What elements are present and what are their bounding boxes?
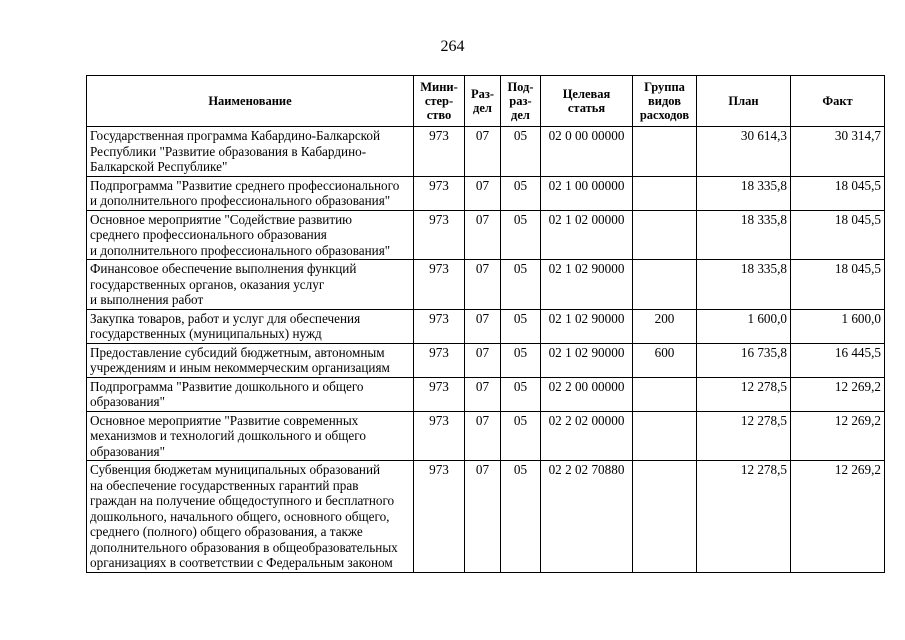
cell-name-line: учреждениям и иным некоммерческим организациям bbox=[90, 360, 390, 375]
cell-target: 02 1 02 90000 bbox=[541, 260, 633, 310]
cell-section: 07 bbox=[465, 377, 501, 411]
cell-plan: 12 278,5 bbox=[697, 377, 791, 411]
cell-subsection: 05 bbox=[501, 210, 541, 260]
cell-name bbox=[87, 176, 414, 210]
cell-subsection: 05 bbox=[501, 377, 541, 411]
cell-subsection: 05 bbox=[501, 411, 541, 461]
cell-name-line: организациях в соответствии с Федеральным законом bbox=[90, 555, 393, 570]
cell-section: 07 bbox=[465, 210, 501, 260]
cell-ministry: 973 bbox=[414, 411, 465, 461]
cell-section: 07 bbox=[465, 411, 501, 461]
cell-target: 02 1 02 90000 bbox=[541, 343, 633, 377]
cell-name-line: Основное мероприятие "Содействие развитию bbox=[90, 211, 353, 227]
cell-section: 07 bbox=[465, 461, 501, 573]
cell-plan: 18 335,8 bbox=[697, 260, 791, 310]
table-row bbox=[87, 127, 885, 177]
cell-group bbox=[633, 210, 697, 260]
header-plan: План bbox=[697, 76, 791, 127]
cell-ministry: 973 bbox=[414, 176, 465, 210]
table-row bbox=[87, 176, 885, 210]
cell-plan: 30 614,3 bbox=[697, 127, 791, 177]
cell-name-line: Закупка товаров, работ и услуг для обеспечения bbox=[90, 310, 361, 326]
cell-name bbox=[87, 411, 414, 461]
cell-section: 07 bbox=[465, 343, 501, 377]
cell-group bbox=[633, 461, 697, 573]
cell-name bbox=[87, 461, 414, 573]
table-row bbox=[87, 260, 885, 310]
header-name: Наименование bbox=[87, 76, 414, 127]
cell-target: 02 1 02 00000 bbox=[541, 210, 633, 260]
cell-name-line: государственных (муниципальных) нужд bbox=[90, 326, 322, 341]
table-row bbox=[87, 210, 885, 260]
cell-group: 200 bbox=[633, 309, 697, 343]
cell-name-line: на обеспечение государственных гарантий прав bbox=[90, 477, 359, 493]
cell-plan: 1 600,0 bbox=[697, 309, 791, 343]
cell-plan: 18 335,8 bbox=[697, 210, 791, 260]
cell-plan: 16 735,8 bbox=[697, 343, 791, 377]
cell-name bbox=[87, 260, 414, 310]
header-group: Группа видов расходов bbox=[633, 76, 697, 127]
cell-group bbox=[633, 176, 697, 210]
cell-target: 02 1 00 00000 bbox=[541, 176, 633, 210]
cell-group bbox=[633, 411, 697, 461]
cell-name bbox=[87, 210, 414, 260]
cell-name-line: и выполнения работ bbox=[90, 292, 204, 307]
cell-plan: 12 278,5 bbox=[697, 461, 791, 573]
cell-fact: 12 269,2 bbox=[791, 377, 885, 411]
table-row bbox=[87, 461, 885, 573]
cell-fact: 30 314,7 bbox=[791, 127, 885, 177]
cell-subsection: 05 bbox=[501, 127, 541, 177]
cell-subsection: 05 bbox=[501, 343, 541, 377]
cell-fact: 1 600,0 bbox=[791, 309, 885, 343]
cell-target: 02 2 00 00000 bbox=[541, 377, 633, 411]
cell-fact: 18 045,5 bbox=[791, 176, 885, 210]
cell-name-line: Республики "Развитие образования в Кабардино- bbox=[90, 143, 367, 159]
header-row bbox=[87, 76, 885, 127]
page-number: 264 bbox=[440, 38, 465, 55]
cell-name-line: Подпрограмма "Развитие дошкольного и общего bbox=[90, 378, 364, 394]
cell-group bbox=[633, 260, 697, 310]
budget-table bbox=[86, 75, 885, 573]
table-row bbox=[87, 411, 885, 461]
cell-section: 07 bbox=[465, 309, 501, 343]
cell-ministry: 973 bbox=[414, 343, 465, 377]
cell-target: 02 1 02 90000 bbox=[541, 309, 633, 343]
cell-ministry: 973 bbox=[414, 309, 465, 343]
cell-name-line: среднего профессионального образования bbox=[90, 227, 327, 242]
cell-name bbox=[87, 309, 414, 343]
cell-name bbox=[87, 343, 414, 377]
cell-name-line: Субвенция бюджетам муниципальных образований bbox=[90, 462, 381, 477]
cell-fact: 12 269,2 bbox=[791, 411, 885, 461]
cell-fact: 16 445,5 bbox=[791, 343, 885, 377]
cell-section: 07 bbox=[465, 260, 501, 310]
cell-name-line: Финансовое обеспечение выполнения функций bbox=[90, 261, 357, 276]
cell-name-line: Подпрограмма "Развитие среднего профессионального bbox=[90, 177, 400, 193]
cell-ministry: 973 bbox=[414, 260, 465, 310]
cell-plan: 12 278,5 bbox=[697, 411, 791, 461]
cell-target: 02 0 00 00000 bbox=[541, 127, 633, 177]
cell-target: 02 2 02 70880 bbox=[541, 461, 633, 573]
cell-name-line: Основное мероприятие "Развитие современных bbox=[90, 412, 359, 428]
cell-name-line: механизмов и технологий дошкольного и общего bbox=[90, 428, 366, 443]
cell-name-line: дошкольного, начального общего, основного общего, bbox=[90, 508, 390, 524]
cell-name-line: образования" bbox=[90, 443, 165, 459]
cell-ministry: 973 bbox=[414, 377, 465, 411]
header-ministry: Мини- стер- ство bbox=[414, 76, 465, 127]
cell-fact: 12 269,2 bbox=[791, 461, 885, 573]
cell-name-line: Балкарской Республике" bbox=[90, 159, 228, 174]
cell-section: 07 bbox=[465, 176, 501, 210]
header-fact: Факт bbox=[791, 76, 885, 127]
cell-name-line: и дополнительного профессионального образования" bbox=[90, 193, 391, 208]
cell-plan: 18 335,8 bbox=[697, 176, 791, 210]
cell-subsection: 05 bbox=[501, 176, 541, 210]
header-section: Раз- дел bbox=[465, 76, 501, 127]
header-subsection: Под- раз- дел bbox=[501, 76, 541, 127]
header-target: Целевая статья bbox=[541, 76, 633, 127]
cell-ministry: 973 bbox=[414, 127, 465, 177]
cell-section: 07 bbox=[465, 127, 501, 177]
cell-name-line: государственных органов, оказания услуг bbox=[90, 276, 325, 292]
cell-target: 02 2 02 00000 bbox=[541, 411, 633, 461]
cell-subsection: 05 bbox=[501, 461, 541, 573]
cell-group: 600 bbox=[633, 343, 697, 377]
table-row bbox=[87, 377, 885, 411]
table-row bbox=[87, 309, 885, 343]
cell-ministry: 973 bbox=[414, 210, 465, 260]
cell-name-line: Государственная программа Кабардино-Балкарской bbox=[90, 128, 381, 143]
cell-fact: 18 045,5 bbox=[791, 210, 885, 260]
cell-name-line: образования" bbox=[90, 394, 165, 409]
cell-ministry: 973 bbox=[414, 461, 465, 573]
cell-subsection: 05 bbox=[501, 260, 541, 310]
cell-subsection: 05 bbox=[501, 309, 541, 343]
cell-group bbox=[633, 377, 697, 411]
cell-name-line: граждан на получение общедоступного и бесплатного bbox=[90, 493, 395, 508]
cell-fact: 18 045,5 bbox=[791, 260, 885, 310]
cell-name-line: среднего (полного) общего образования, а также bbox=[90, 524, 363, 539]
cell-name bbox=[87, 127, 414, 177]
cell-group bbox=[633, 127, 697, 177]
cell-name-line: дополнительного образования в общеобразовательных bbox=[90, 539, 398, 555]
cell-name-line: и дополнительного профессионального образования" bbox=[90, 242, 391, 258]
cell-name bbox=[87, 377, 414, 411]
table-row bbox=[87, 343, 885, 377]
cell-name-line: Предоставление субсидий бюджетным, автономным bbox=[90, 344, 385, 360]
table-body bbox=[87, 127, 885, 573]
